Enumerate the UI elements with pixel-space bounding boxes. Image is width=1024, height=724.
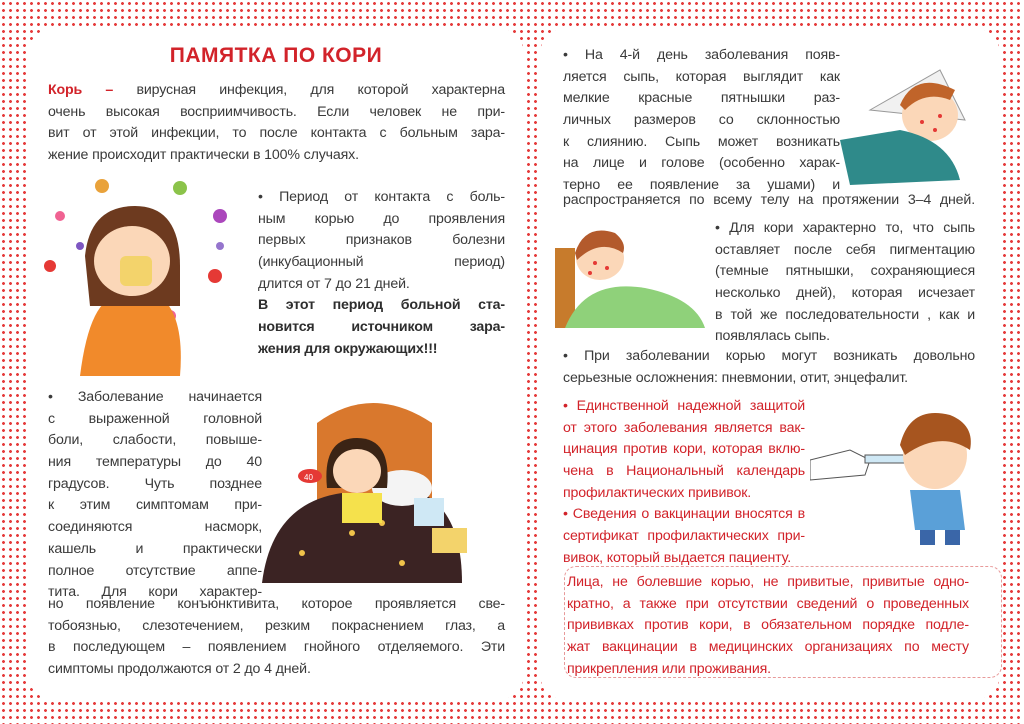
text-line: (темные пятнышки, сохраняющиеся [715,263,975,280]
text-line: полное отсутствие аппе- [48,562,262,579]
intro-paragraph [48,80,505,167]
text-line: несколько дней), которая исчезает [715,285,975,302]
complications-lines [563,346,975,389]
text-line: В этот период больной ста- [258,297,505,314]
text-line: градусов. Чуть позднее [48,475,262,492]
incubation-paragraph [258,187,505,361]
text-line: мелкие красные пятнышки раз- [563,90,840,107]
text-line: цинация против кори, которая вклю- [563,441,805,458]
text-line: • При заболевании корью могут возникать довольно [563,348,975,364]
onset-narrow-lines [48,387,262,604]
text-line: тита. Для кори характер- [48,584,262,601]
text-line: с выраженной головной [48,410,262,427]
sick-girl-in-bed-illustration [262,393,467,588]
onset-paragraph-continued [48,594,505,681]
notice-paragraph [567,572,969,680]
text-line: жения для окружающих!!! [258,340,438,357]
complications-paragraph [563,346,975,389]
rash-paragraph [563,45,840,197]
intro-lines [48,102,505,167]
text-line: прикрепления или проживания. [567,660,771,677]
text-line: боли, слабости, повыше- [48,432,262,449]
onset-paragraph [48,387,262,604]
text-line: серьезные осложнения: пневмонии, отит, энцефалит. [563,369,908,386]
text-line: оставляет после себя пигментацию [715,241,975,258]
text-line: сертификат профилактических при- [563,528,805,545]
text-line: (инкубационный период) [258,254,505,271]
vaccination-lines [563,396,805,570]
text-line: в последующем – появлением гнойного отделяемого. Эти [48,639,505,656]
text-line: ным корью до проявления [258,210,505,227]
onset-wide-lines [48,594,505,681]
boy-in-bed-illustration [840,50,980,190]
rash-wide-lines [563,190,975,212]
text-line: вит от этой инфекции, то после контакта с больным зара- [48,125,505,142]
text-line: на лице и голове (особенно харак- [563,155,840,172]
text-line: • Для кори характерно то, что сыпь [715,220,975,236]
pigmentation-paragraph [715,218,975,348]
text-line: • Период от контакта с боль- [258,189,505,205]
text-line: но появление конъюнктивита, которое проявляется све- [48,596,505,612]
text-line: • Единственной надежной защитой [563,398,805,414]
text-line: ляется сыпь, которая выглядит как [563,68,840,85]
text-line: новится источником зара- [258,319,505,336]
intro-keyword: Корь – [48,82,114,98]
text-line: профилактических прививок. [563,484,752,501]
text-line: симптомы продолжаются от 2 до 4 дней. [48,661,311,678]
girl-with-rash-illustration [555,218,705,333]
text-line: вивок, который выдается пациенту. [563,549,791,566]
text-line: длится от 7 до 21 дней. [258,275,410,292]
text-line: очень высокая восприимчивость. Если человек не при- [48,103,505,120]
text-line: в той же последовательности , как и [715,306,975,323]
text-line: кашель и практически [48,540,262,557]
incubation-bold-lines [258,295,505,360]
page-title: ПАМЯТКА ПО КОРИ [169,44,383,67]
thermometer-label: 40 [304,473,313,482]
text-line: от этого заболевания является вак- [563,419,805,436]
vaccination-paragraph [563,396,805,570]
text-line: к этим симптомам при- [48,497,262,514]
pigmentation-lines [715,218,975,348]
text-line: ния температуры до 40 [48,454,262,471]
text-line: соединяются насморк, [48,519,262,536]
text-line: появлялась сыпь. [715,328,830,345]
text-line: тобоязнью, слезотечением, резким покраснением глаз, а [48,617,505,634]
text-line: личных размеров со склонностью [563,112,840,129]
rash-paragraph-continued [563,190,975,212]
text-line: терно ее появление за ушами) и [563,177,840,194]
text-line: к слиянию. Сыпь может возникать [563,133,840,150]
text-line: • На 4-й день заболевания появ- [563,47,840,63]
text-line: жение происходит практически в 100% случаях. [48,147,359,164]
text-line: • Сведения о вакцинации вносятся в [563,506,805,523]
rash-narrow-lines [563,45,840,197]
text-line: распространяется по всему телу на протяжении 3–4 дней. [563,192,975,208]
text-line: Лица, не болевшие корью, не привитые, привитые одно- [567,574,969,590]
text-line: прививках против кори, в обязательном порядке подле- [567,617,969,634]
text-line: • Заболевание начинается [48,389,262,405]
notice-lines [567,572,969,680]
text-line: чена в Национальный календарь [563,463,805,480]
text-line: жат вакцинации в медицинских организациях по месту [567,639,969,656]
incubation-lines [258,187,505,295]
vaccination-boy-illustration [810,400,990,550]
text-line: кратно, а также при отсутствии сведений о проведенных [567,595,969,612]
sneezing-girl-illustration [20,176,250,376]
text-line: первых признаков болезни [258,232,505,249]
intro-line: вирусная инфекция, для которой характерна [113,82,505,98]
